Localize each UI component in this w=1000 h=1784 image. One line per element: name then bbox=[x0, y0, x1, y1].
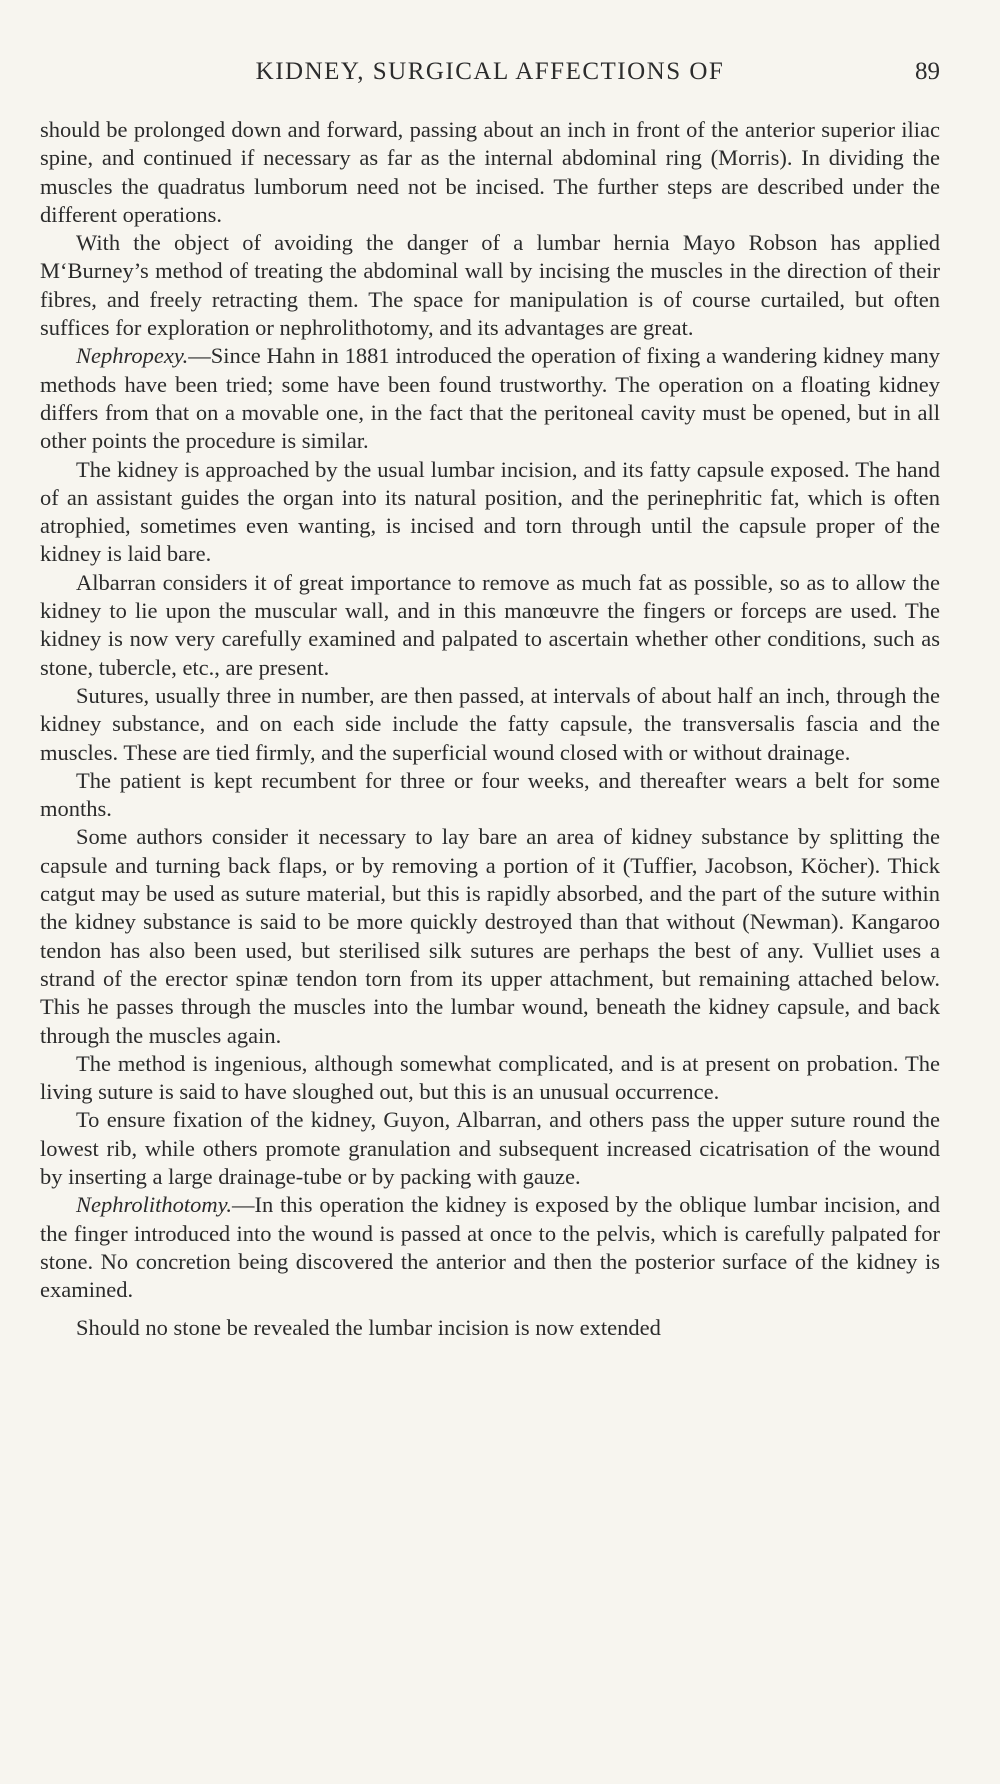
paragraph-continuation bbox=[40, 116, 940, 229]
running-title: KIDNEY, SURGICAL AFFECTIONS OF bbox=[255, 58, 725, 85]
paragraph-approach bbox=[40, 456, 940, 569]
page-number: 89 bbox=[915, 58, 940, 85]
paragraph-text: Sutures, usually three in number, are then passed, at intervals of about half an inch, through the kidney substance, and on each side include the fatty capsule, the transversalis fascia and the muscles. These are tied firmly, and the superficial wound closed with or without drainage. bbox=[40, 682, 940, 765]
paragraph-fixation bbox=[40, 1106, 940, 1191]
body-text bbox=[40, 116, 940, 1343]
paragraph-text: —In this operation the kidney is exposed by the oblique lumbar incision, and the finger introduced into the wound is passed at once to the pelvis, which is carefully palpated for stone. No concretion being discovered the anterior and then the posterior surface of the kidney is examined. bbox=[40, 1192, 940, 1303]
paragraph-final bbox=[40, 1314, 940, 1342]
paragraph-recumbent bbox=[40, 767, 940, 824]
running-head bbox=[40, 58, 940, 102]
paragraph-method bbox=[40, 1050, 940, 1107]
paragraph-text: The kidney is approached by the usual lumbar incision, and its fatty capsule exposed. The hand of an assistant guides the organ into its natural position, and the perinephritic fat, which is often atrophied, sometimes even wanting, is incised and torn through until the capsule proper of the kidney is laid bare. bbox=[40, 456, 940, 567]
section-lead-nephropexy: Nephropexy. bbox=[76, 343, 189, 369]
paragraph-some-authors bbox=[40, 823, 940, 1049]
paragraph-text: should be prolonged down and forward, passing about an inch in front of the anterior superior iliac spine, and continued if necessary as far as the internal abdominal ring (Morris). In dividing the muscles the quadratus lumborum need not be incised. The further steps are described under the different operations. bbox=[40, 117, 940, 227]
paragraph-text: Some authors consider it necessary to lay bare an area of kidney substance by splitting the capsule and turning back flaps, or by removing a portion of it (Tuffier, Jacobson, Köcher). Thick catgut may be used as suture material, but this is rapidly absorbed, and the part of the suture within the kidney substance is said to be more quickly destroyed than that without (Newman). Kangaroo tendon has also been used, but sterilised silk sutures are perhaps the best of any. Vulliet uses a strand of the erector spinæ tendon torn from its upper attachment, but remaining attached below. This he passes through the muscles into the lumbar wound, beneath the kidney capsule, and back through the muscles again. bbox=[40, 824, 940, 1048]
section-lead-nephrolithotomy: Nephrolithotomy. bbox=[76, 1192, 233, 1218]
paragraph-text: Albarran considers it of great importance to remove as much fat as possible, so as to allow the kidney to lie upon the muscular wall, and in this manœuvre the fingers or forceps are used. The kidney is now very carefully examined and palpated to ascertain whether other conditions, such as stone, tubercle, etc., are present. bbox=[40, 569, 940, 680]
paragraph-text: The patient is kept recumbent for three or four weeks, and thereafter wears a belt for some months. bbox=[40, 767, 940, 822]
paragraph-albarran bbox=[40, 569, 940, 682]
paragraph-text: Should no stone be revealed the lumbar incision is now extended bbox=[76, 1315, 661, 1341]
paragraph-text: With the object of avoiding the danger of a lumbar hernia Mayo Robson has applied M‘Burney’s method of treating the abdominal wall by incising the muscles in the direction of their fibres, and freely retracting them. The space for manipulation is of course curtailed, but often suffices for exploration or nephrolithotomy, and its advantages are great. bbox=[40, 230, 940, 341]
paragraph-text: —Since Hahn in 1881 introduced the operation of fixing a wandering kidney many methods have been tried; some have been found trustworthy. The operation on a floating kidney differs from that on a movable one, in the fact that the peritoneal cavity must be opened, but in all other points the procedure is similar. bbox=[40, 343, 940, 454]
paragraph-text: To ensure fixation of the kidney, Guyon, Albarran, and others pass the upper suture round the lowest rib, while others promote granulation and subsequent increased cicatrisation of the wound by inserting a large drainage-tube or by packing with gauze. bbox=[40, 1107, 940, 1189]
paragraph-mayo-robson bbox=[40, 229, 940, 342]
paragraph-text: The method is ingenious, although somewhat complicated, and is at present on probation. The living suture is said to have sloughed out, but this is an unusual occurrence. bbox=[40, 1050, 940, 1105]
paragraph-sutures bbox=[40, 682, 940, 767]
paragraph-nephropexy bbox=[40, 342, 940, 455]
paragraph-nephrolithotomy bbox=[40, 1191, 940, 1304]
